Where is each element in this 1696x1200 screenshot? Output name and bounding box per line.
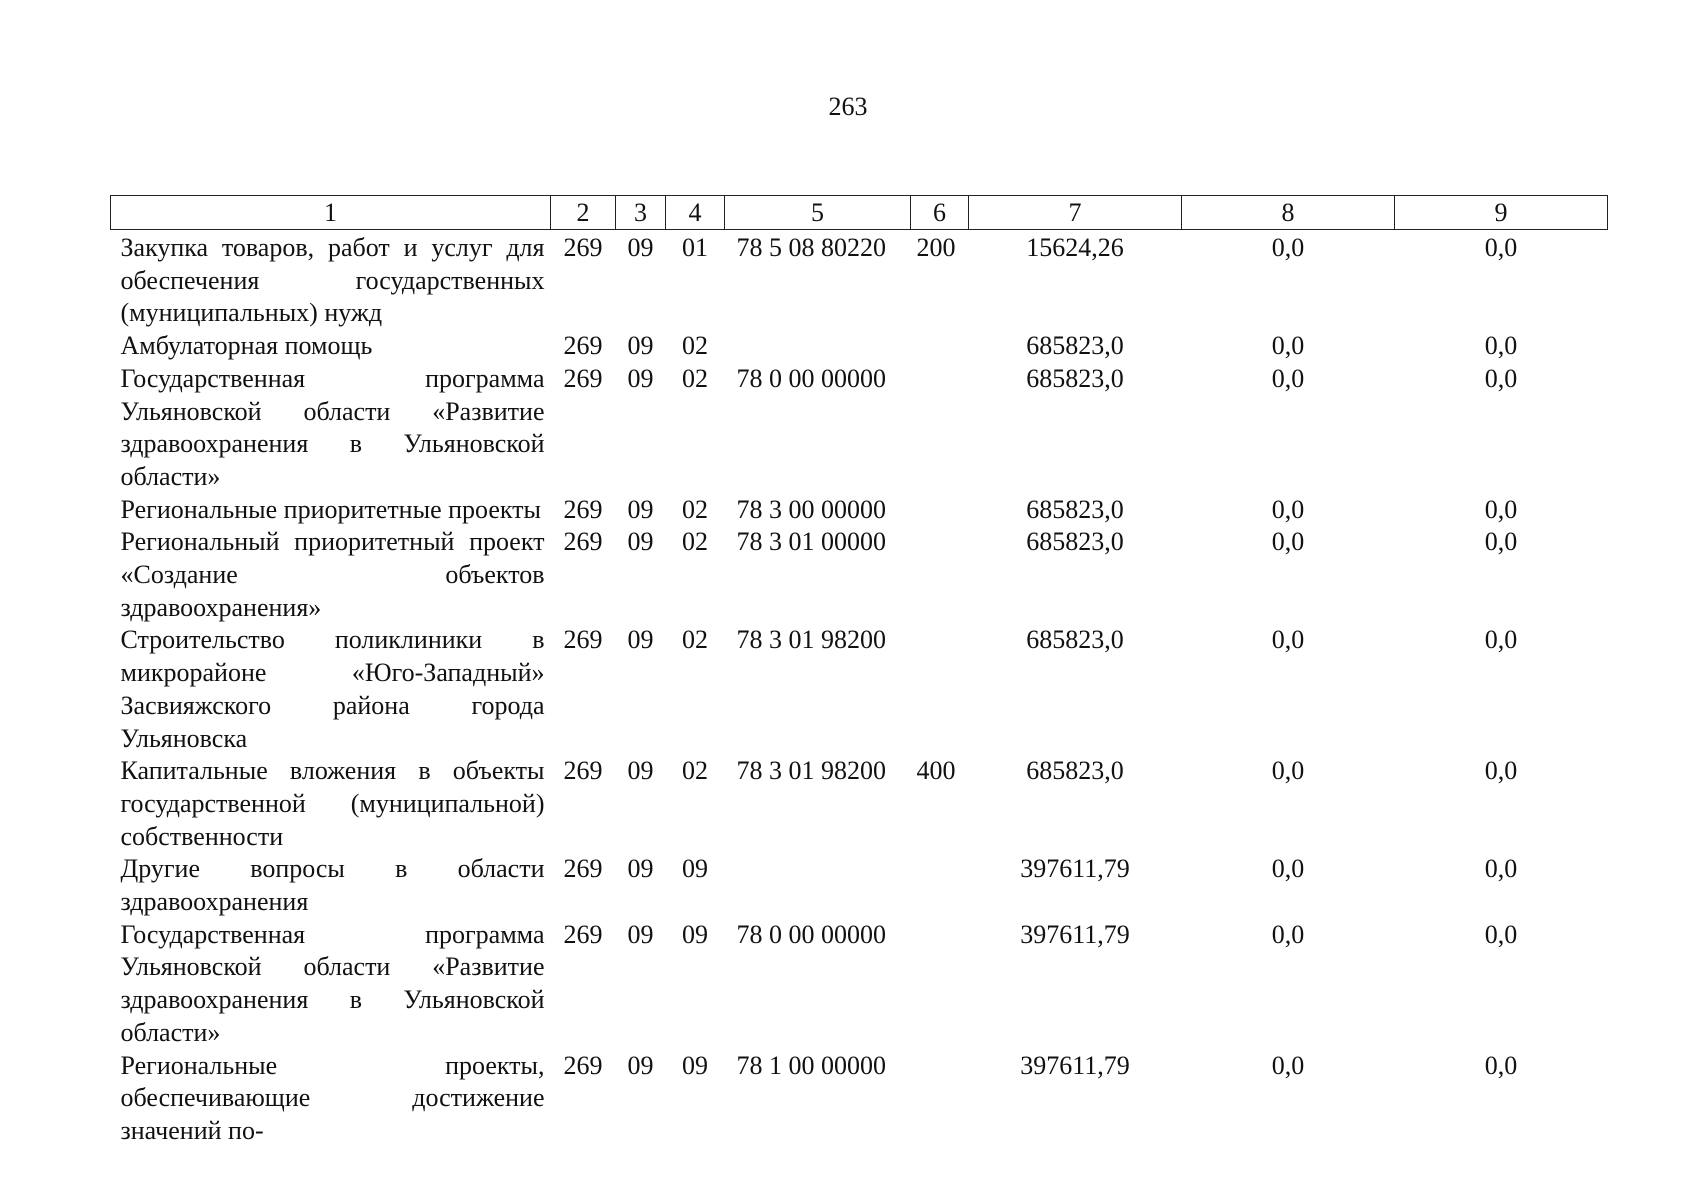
row-amount-8: 0,0 [1271, 527, 1305, 557]
row-code-4: 02 [682, 756, 708, 786]
column-header-7: 7 [969, 196, 1182, 230]
row-amount-7: 15624,26 [1026, 233, 1124, 262]
row-amount-9: 0,0 [1484, 527, 1518, 557]
row-code-3: 09 [627, 1050, 654, 1080]
row-code-2: 269 [563, 233, 603, 262]
row-code-2: 269 [563, 363, 603, 393]
row-code-4: 02 [682, 494, 708, 524]
table-row [111, 1050, 1608, 1148]
row-amount-9: 0,0 [1484, 1050, 1518, 1080]
table-row [111, 526, 1608, 624]
column-header-4: 4 [666, 196, 725, 230]
row-code-5: 78 1 00 00000 [736, 1050, 886, 1080]
row-code-6 [911, 363, 969, 494]
row-code-5: 78 0 00 00000 [736, 919, 886, 949]
row-code-2: 269 [563, 625, 603, 655]
row-code-3: 09 [627, 625, 654, 655]
column-header-2: 2 [551, 196, 616, 230]
row-code-2: 269 [563, 919, 603, 949]
row-code-4: 02 [682, 363, 708, 393]
row-code-6 [911, 526, 969, 624]
row-code-4: 02 [682, 527, 708, 557]
row-amount-8: 0,0 [1271, 363, 1305, 393]
row-code-3: 09 [627, 756, 654, 786]
row-code-6 [911, 330, 969, 363]
row-code-5 [725, 330, 911, 363]
row-amount-7: 685823,0 [1026, 625, 1124, 655]
row-code-6 [911, 624, 969, 755]
row-code-5: 78 3 00 00000 [736, 494, 886, 524]
row-amount-7: 685823,0 [1026, 527, 1124, 557]
row-code-3: 09 [627, 363, 654, 393]
row-code-3: 09 [627, 919, 654, 949]
row-code-3: 09 [627, 527, 654, 557]
row-name: Другие вопросы в области здравоохранения [120, 854, 545, 917]
row-code-2: 269 [563, 854, 603, 884]
row-amount-8: 0,0 [1271, 919, 1305, 949]
row-code-4: 02 [682, 331, 708, 361]
row-amount-8: 0,0 [1271, 1050, 1305, 1080]
row-amount-9: 0,0 [1484, 233, 1518, 262]
column-header-9: 9 [1395, 196, 1608, 230]
row-amount-9: 0,0 [1484, 919, 1518, 949]
row-amount-8: 0,0 [1271, 625, 1305, 655]
row-name: Государственная программа Ульяновской области «Развитие здравоохранения в Ульяновской области» [120, 919, 545, 1047]
row-code-5: 78 3 01 98200 [736, 625, 886, 655]
row-code-6 [911, 1050, 969, 1148]
row-amount-9: 0,0 [1484, 854, 1518, 884]
row-code-2: 269 [563, 331, 603, 361]
row-amount-7: 685823,0 [1026, 363, 1124, 393]
row-amount-7: 397611,79 [1020, 854, 1130, 884]
row-code-3: 09 [627, 494, 654, 524]
table-row [111, 919, 1608, 1050]
row-amount-9: 0,0 [1484, 363, 1518, 393]
table-row [111, 363, 1608, 494]
row-code-6 [911, 494, 969, 527]
table-row [111, 494, 1608, 527]
column-header-5: 5 [725, 196, 911, 230]
budget-table [110, 195, 1608, 1148]
row-amount-9: 0,0 [1484, 331, 1518, 361]
row-amount-9: 0,0 [1484, 494, 1518, 524]
row-amount-7: 685823,0 [1026, 331, 1124, 361]
row-amount-8: 0,0 [1271, 854, 1305, 884]
row-amount-8: 0,0 [1271, 233, 1305, 262]
row-amount-8: 0,0 [1271, 494, 1305, 524]
row-amount-8: 0,0 [1271, 331, 1305, 361]
row-code-6: 400 [916, 756, 956, 786]
row-code-3: 09 [627, 331, 654, 361]
table-row [111, 230, 1608, 331]
column-header-3: 3 [616, 196, 666, 230]
row-amount-7: 397611,79 [1020, 919, 1130, 949]
row-code-4: 01 [682, 233, 708, 262]
row-amount-9: 0,0 [1484, 625, 1518, 655]
row-name: Закупка товаров, работ и услуг для обеспечения государственных (муниципальных) нужд [120, 233, 545, 328]
row-code-2: 269 [563, 494, 603, 524]
row-code-4: 09 [682, 919, 708, 949]
row-code-2: 269 [563, 756, 603, 786]
row-code-6 [911, 919, 969, 1050]
table-row [111, 330, 1608, 363]
row-amount-7: 397611,79 [1020, 1050, 1130, 1080]
page-number: 263 [828, 92, 868, 121]
column-header-8: 8 [1182, 196, 1395, 230]
row-code-5 [725, 853, 911, 918]
row-name: Региональные приоритетные проекты [120, 494, 541, 524]
table-row [111, 853, 1608, 918]
row-code-3: 09 [627, 854, 654, 884]
row-name: Государственная программа Ульяновской области «Развитие здравоохранения в Ульяновской области» [120, 363, 545, 491]
row-code-4: 02 [682, 625, 708, 655]
row-name: Строительство поликлиники в микрорайоне «Юго-Западный» Засвияжского района города Ульяновска [120, 625, 545, 753]
row-code-2: 269 [563, 1050, 603, 1080]
row-code-5: 78 3 01 98200 [736, 756, 886, 786]
header-row [111, 196, 1608, 230]
row-code-3: 09 [627, 233, 654, 262]
row-amount-9: 0,0 [1484, 756, 1518, 786]
row-code-5: 78 0 00 00000 [736, 363, 886, 393]
row-name: Амбулаторная помощь [120, 331, 373, 361]
table-row [111, 755, 1608, 853]
row-name: Региональные проекты, обеспечивающие достижение значений по- [120, 1050, 545, 1145]
row-name: Капитальные вложения в объекты государственной (муниципальной) собственности [120, 756, 545, 851]
column-header-6: 6 [911, 196, 969, 230]
row-code-5: 78 5 08 80220 [736, 233, 886, 262]
row-amount-7: 685823,0 [1026, 494, 1124, 524]
row-code-4: 09 [682, 1050, 708, 1080]
row-code-4: 09 [682, 854, 708, 884]
row-amount-8: 0,0 [1271, 756, 1305, 786]
row-code-6: 200 [916, 233, 956, 262]
row-amount-7: 685823,0 [1026, 756, 1124, 786]
table-row [111, 624, 1608, 755]
row-code-6 [911, 853, 969, 918]
row-name: Региональный приоритетный проект «Создание объектов здравоохранения» [120, 527, 545, 622]
row-code-2: 269 [563, 527, 603, 557]
column-header-1: 1 [111, 196, 551, 230]
row-code-5: 78 3 01 00000 [736, 527, 886, 557]
